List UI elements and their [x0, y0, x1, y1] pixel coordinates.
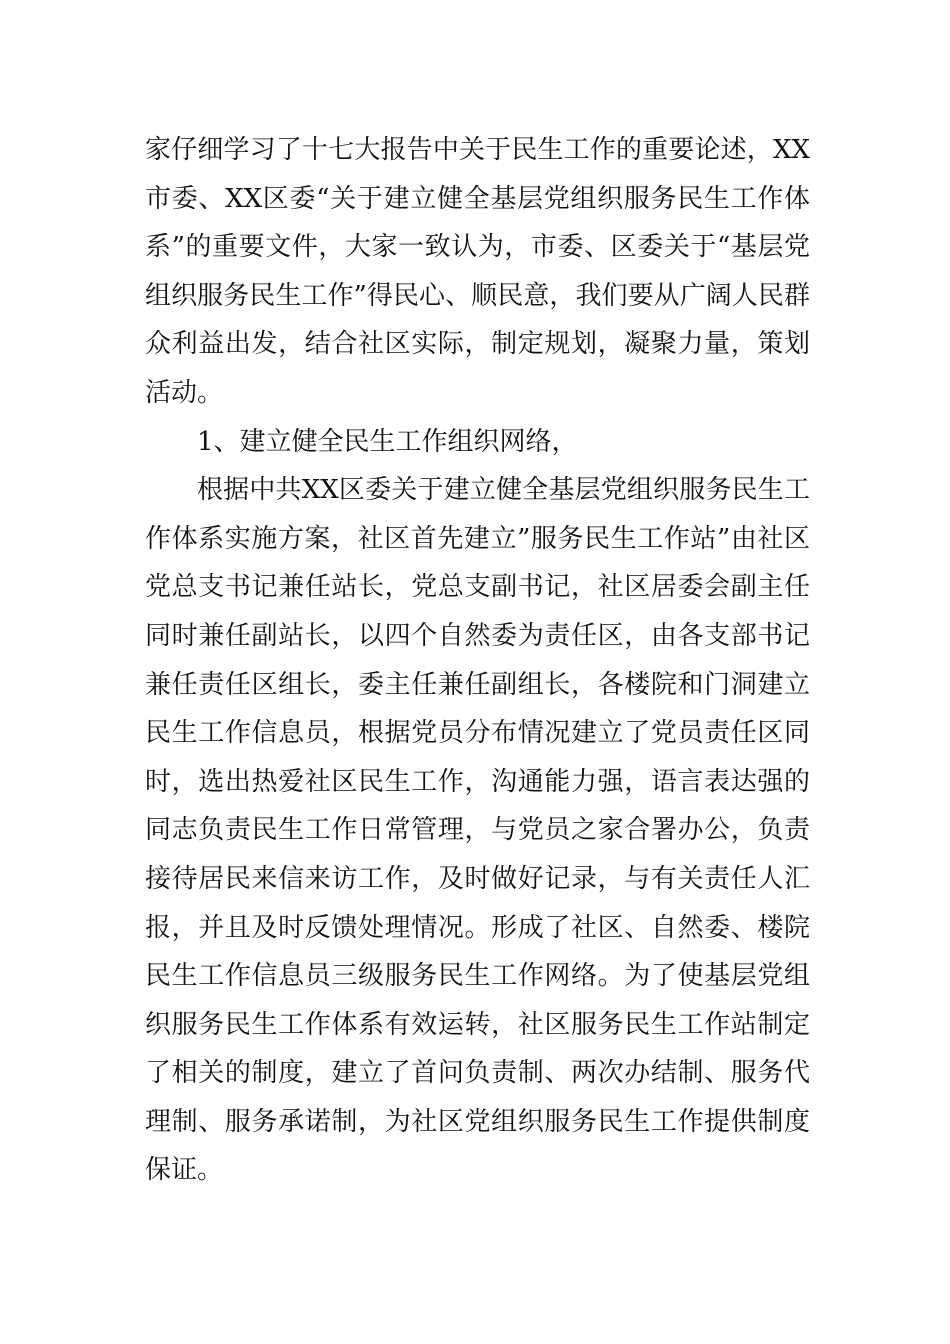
paragraph-intro: 家仔细学习了十七大报告中关于民生工作的重要论述，XX市委、XX区委“关于建立健全基层党组织服务民生工作体系”的重要文件，大家一致认为，市委、区委关于“基层党组织服务民生工作”得民心、顺民意，我们要从广阔人民群众利益出发，结合社区实际，制定规划，凝聚力量，策划活动。 — [145, 135, 810, 408]
paragraph-section-1-body: 根据中共XX区委关于建立健全基层党组织服务民生工作体系实施方案，社区首先建立”服务民生工作站”由社区党总支书记兼任站长，党总支副书记，社区居委会副主任同时兼任副站长，以四个自然委为责任区，由各支部书记兼任责任区组长，委主任兼任副组长，各楼院和门洞建立民生工作信息员，根据党员分布情况建立了党员责任区同时，选出热爱社区民生工作，沟通能力强，语言表达强的同志负责民生工作日常管理，与党员之家合署办公，负责接待居民来信来访工作，及时做好记录，与有关责任人汇报，并且及时反馈处理情况。形成了社区、自然委、楼院民生工作信息员三级服务民生工作网络。为了使基层党组织服务民生工作体系有效运转，社区服务民生工作站制定了相关的制度，建立了首问负责制、两次办结制、服务代理制、服务承诺制，为社区党组织服务民生工作提供制度保证。 — [145, 475, 810, 1186]
document-body — [145, 126, 810, 1195]
section-heading-1: 1、建立健全民生工作组织网络， — [197, 426, 578, 457]
